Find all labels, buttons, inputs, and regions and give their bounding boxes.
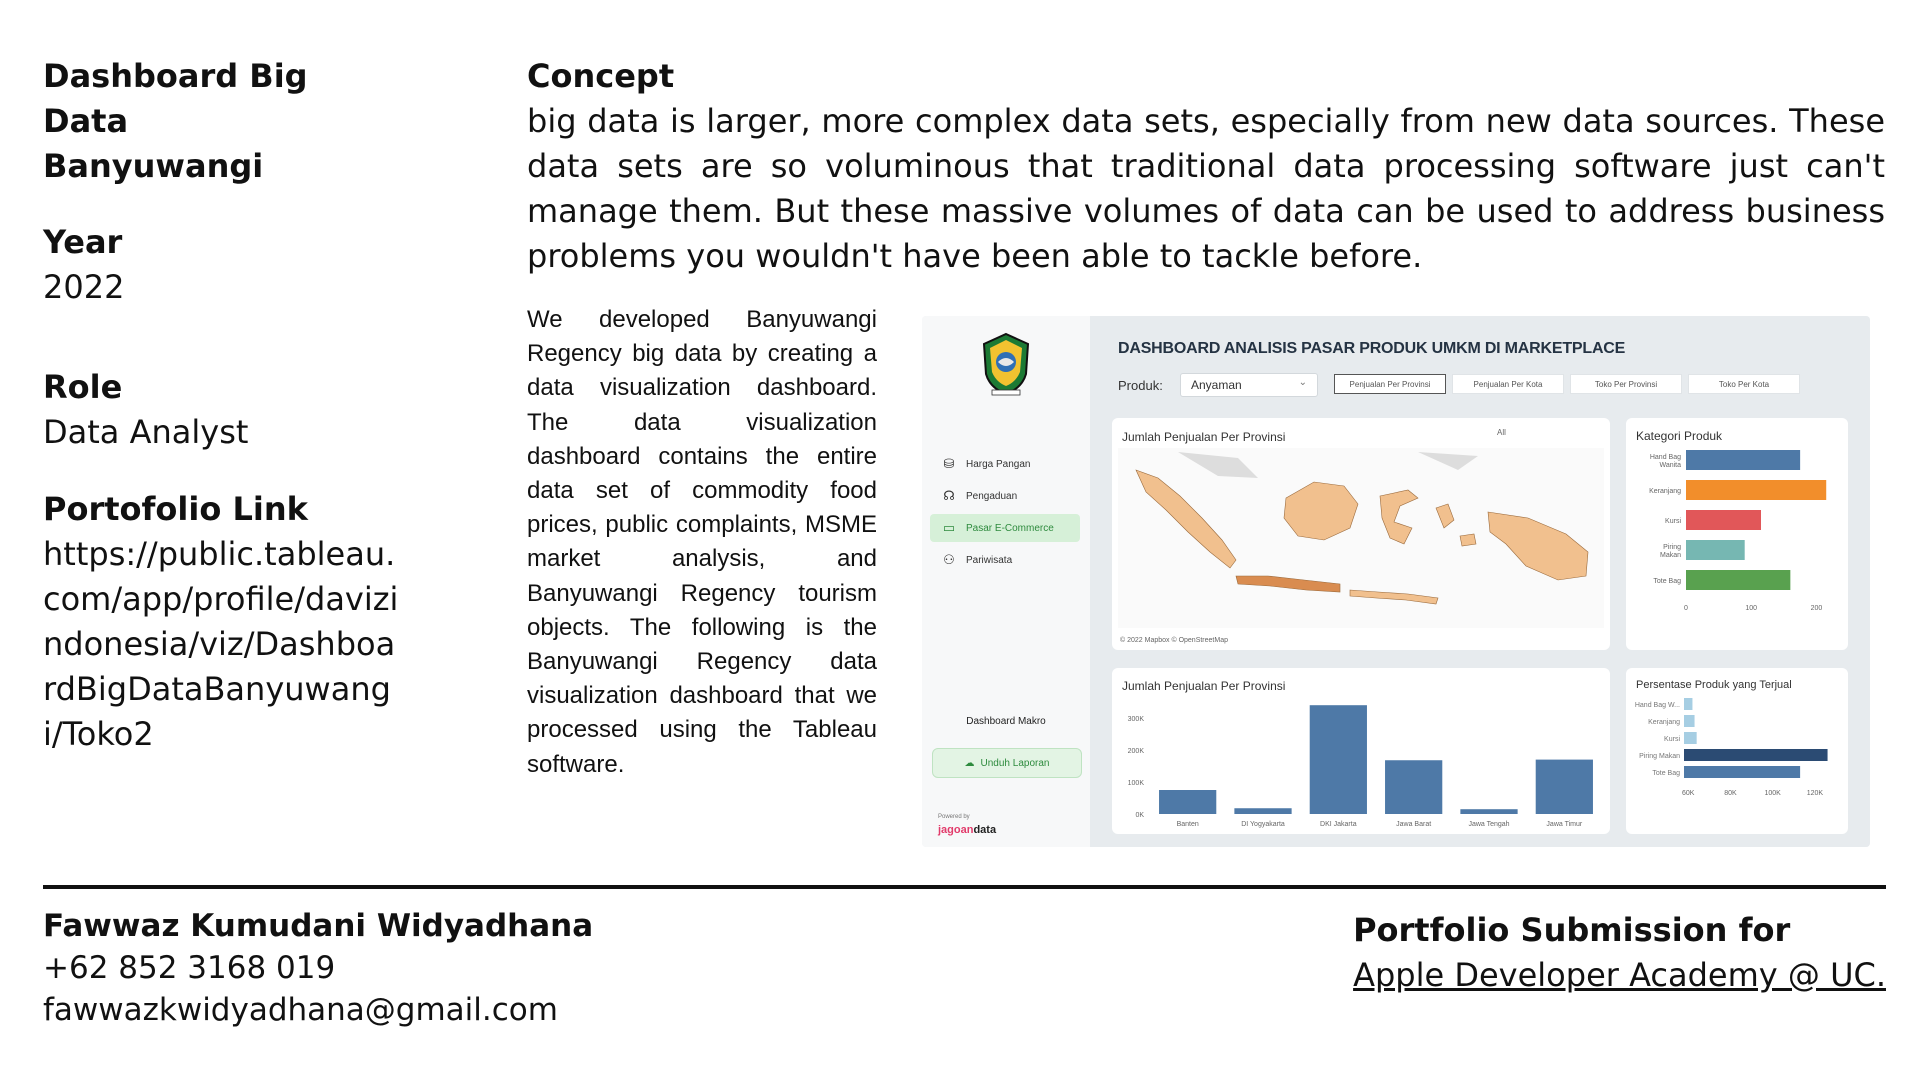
role-value: Data Analyst xyxy=(43,413,249,451)
tab-penjualan-per-provinsi[interactable]: Penjualan Per Provinsi xyxy=(1334,374,1446,394)
year-block xyxy=(43,220,403,310)
x-tick-label: Jawa Timur xyxy=(1546,821,1583,828)
project-info xyxy=(43,54,403,789)
brand-part-a: jagoan xyxy=(938,824,974,836)
bar-3 xyxy=(1385,760,1442,814)
bar-4 xyxy=(1460,809,1517,814)
x-tick-label: DKI Jakarta xyxy=(1320,821,1357,828)
category-tick-label: Tote Bag xyxy=(1652,770,1680,777)
category-tick-label: Piring Makan xyxy=(1639,753,1680,760)
produk-select-value: Anyaman xyxy=(1191,378,1242,392)
category-tick-label: Wanita xyxy=(1659,462,1681,469)
footer-divider xyxy=(43,885,1886,889)
y-tick-label: 200K xyxy=(1127,748,1144,755)
author-name: Fawwaz Kumudani Widyadhana xyxy=(43,908,594,944)
category-tick-label: Kursi xyxy=(1664,736,1680,743)
persentase-produk-card xyxy=(1626,668,1848,834)
map-title: Jumlah Penjualan Per Provinsi xyxy=(1122,430,1286,444)
download-report-button[interactable] xyxy=(932,748,1082,778)
people-icon: ⚇ xyxy=(943,552,955,567)
bar-1 xyxy=(1686,480,1826,500)
project-title-line2: Banyuwangi xyxy=(43,147,264,185)
sidebar-item-label: Harga Pangan xyxy=(966,458,1031,470)
map-card xyxy=(1112,418,1610,650)
category-tick-label: Tote Bag xyxy=(1653,578,1681,585)
tab-penjualan-per-kota[interactable]: Penjualan Per Kota xyxy=(1452,374,1564,394)
x-tick-label: Jawa Tengah xyxy=(1468,821,1510,828)
portfolio-link[interactable]: https://public.tableau.com/app/profile/davizindonesia/viz/DashboardBigDataBanyuwangi/Toko2 xyxy=(43,535,399,753)
bar-3 xyxy=(1686,540,1745,560)
bar-0 xyxy=(1686,450,1800,470)
map-filter[interactable]: All xyxy=(1497,428,1506,437)
kategori-produk-chart[interactable] xyxy=(1626,418,1848,650)
role-block xyxy=(43,365,403,455)
bar-2 xyxy=(1310,705,1367,814)
year-label: Year xyxy=(43,223,123,261)
kategori-produk-card xyxy=(1626,418,1848,650)
category-tick-label: Keranjang xyxy=(1649,488,1681,495)
x-tick-label: 0 xyxy=(1684,605,1688,612)
project-title-line1: Dashboard Big Data xyxy=(43,57,308,140)
bar-0 xyxy=(1159,790,1216,814)
contact-info xyxy=(43,905,593,1031)
x-tick-label: 100K xyxy=(1764,790,1781,797)
coins-icon: ⛁ xyxy=(943,456,955,471)
category-tick-label: Makan xyxy=(1659,552,1681,559)
bar-1 xyxy=(1234,808,1291,814)
cloud-download-icon: ☁ xyxy=(964,757,975,769)
role-label: Role xyxy=(43,368,123,406)
concept-text: big data is larger, more complex data sets, especially from new data sources. These data sets are so voluminous that traditional data processing software just can't manage them. But these massive volumes of data can be used to address business problems you wouldn't have been able to tackle before. xyxy=(527,102,1885,275)
money-icon: ▭ xyxy=(942,520,956,535)
x-tick-label: DI Yogyakarta xyxy=(1241,821,1285,828)
y-tick-label: 0K xyxy=(1135,812,1144,819)
link-label: Portofolio Link xyxy=(43,490,308,528)
brand-part-b: data xyxy=(973,824,997,836)
x-tick-label: 60K xyxy=(1681,790,1695,797)
chart-title: Persentase Produk yang Terjual xyxy=(1636,679,1792,691)
penjualan-provinsi-chart[interactable] xyxy=(1112,668,1610,834)
tab-toko-per-kota[interactable]: Toko Per Kota xyxy=(1688,374,1800,394)
year-value: 2022 xyxy=(43,268,125,306)
download-report-label: Unduh Laporan xyxy=(980,757,1050,769)
chevron-down-icon: ⌄ xyxy=(1298,377,1307,388)
category-tick-label: Hand Bag W... xyxy=(1634,702,1680,709)
x-tick-label: Banten xyxy=(1176,821,1199,828)
category-tick-label: Piring xyxy=(1663,544,1681,551)
bar-3 xyxy=(1684,749,1828,761)
sidebar-item-label: Pariwisata xyxy=(966,554,1013,566)
produk-label: Produk: xyxy=(1118,378,1163,393)
author-email[interactable]: fawwazkwidyadhana@gmail.com xyxy=(43,992,558,1028)
dashboard-main xyxy=(1090,316,1870,847)
x-tick-label: 200 xyxy=(1810,605,1823,612)
sidebar-item-harga-pangan[interactable] xyxy=(930,450,1080,478)
sidebar-item-label: Pasar E-Commerce xyxy=(966,522,1054,534)
category-tick-label: Kursi xyxy=(1665,518,1681,525)
tab-toko-per-provinsi[interactable]: Toko Per Provinsi xyxy=(1570,374,1682,394)
chart-title: Jumlah Penjualan Per Provinsi xyxy=(1122,679,1286,693)
persentase-produk-chart[interactable] xyxy=(1626,668,1848,834)
banyuwangi-logo xyxy=(978,330,1034,400)
project-title-block xyxy=(43,54,403,189)
brand-logo xyxy=(938,824,996,836)
dashboard-title: DASHBOARD ANALISIS PASAR PRODUK UMKM DI MARKETPLACE xyxy=(1118,340,1626,357)
bar-4 xyxy=(1684,766,1800,778)
dashboard-sidebar xyxy=(922,316,1090,847)
category-tick-label: Keranjang xyxy=(1648,719,1680,726)
bar-0 xyxy=(1684,698,1692,710)
dashboard-screenshot xyxy=(922,316,1870,847)
sidebar-item-pasar-ecommerce[interactable] xyxy=(930,514,1080,542)
link-block xyxy=(43,487,403,757)
submission-label: Portfolio Submission for xyxy=(1353,911,1791,949)
bar-4 xyxy=(1686,570,1790,590)
penjualan-provinsi-card xyxy=(1112,668,1610,834)
y-tick-label: 100K xyxy=(1127,780,1144,787)
bar-1 xyxy=(1684,715,1695,727)
x-tick-label: Jawa Barat xyxy=(1396,821,1432,828)
x-tick-label: 120K xyxy=(1806,790,1824,797)
map-credit: © 2022 Mapbox © OpenStreetMap xyxy=(1120,637,1228,644)
y-tick-label: 300K xyxy=(1127,716,1144,723)
x-tick-label: 100 xyxy=(1745,605,1758,612)
author-phone: +62 852 3168 019 xyxy=(43,950,336,986)
sidebar-item-label: Pengaduan xyxy=(966,490,1018,502)
category-tick-label: Hand Bag xyxy=(1649,454,1681,461)
powered-by-label: Powered by xyxy=(938,814,970,820)
project-description: We developed Banyuwangi Regency big data by creating a data visualization dashboard. The data visualization dashboard contains the entire data set of commodity food prices, public complaints, MSME market analysis, and Banyuwangi Regency tourism objects. The following is the Banyuwangi Regency data visualization dashboard that we processed using the Tableau software. xyxy=(527,306,877,778)
submission-target-link[interactable]: Apple Developer Academy @ UC. xyxy=(1353,956,1886,994)
submission-info xyxy=(1353,908,1886,998)
bar-2 xyxy=(1686,510,1761,530)
concept-heading: Concept xyxy=(527,57,675,95)
concept-section xyxy=(527,54,1885,279)
headset-icon: ☊ xyxy=(943,488,955,503)
chart-title: Kategori Produk xyxy=(1636,429,1723,443)
bar-5 xyxy=(1536,760,1593,814)
x-tick-label: 80K xyxy=(1724,790,1737,797)
produk-select[interactable] xyxy=(1180,373,1318,397)
indonesia-map[interactable] xyxy=(1118,448,1604,628)
sidebar-item-pengaduan[interactable] xyxy=(930,482,1080,510)
bar-2 xyxy=(1684,732,1697,744)
dashboard-makro-link[interactable]: Dashboard Makro xyxy=(966,716,1046,727)
sidebar-item-pariwisata[interactable] xyxy=(930,546,1080,574)
